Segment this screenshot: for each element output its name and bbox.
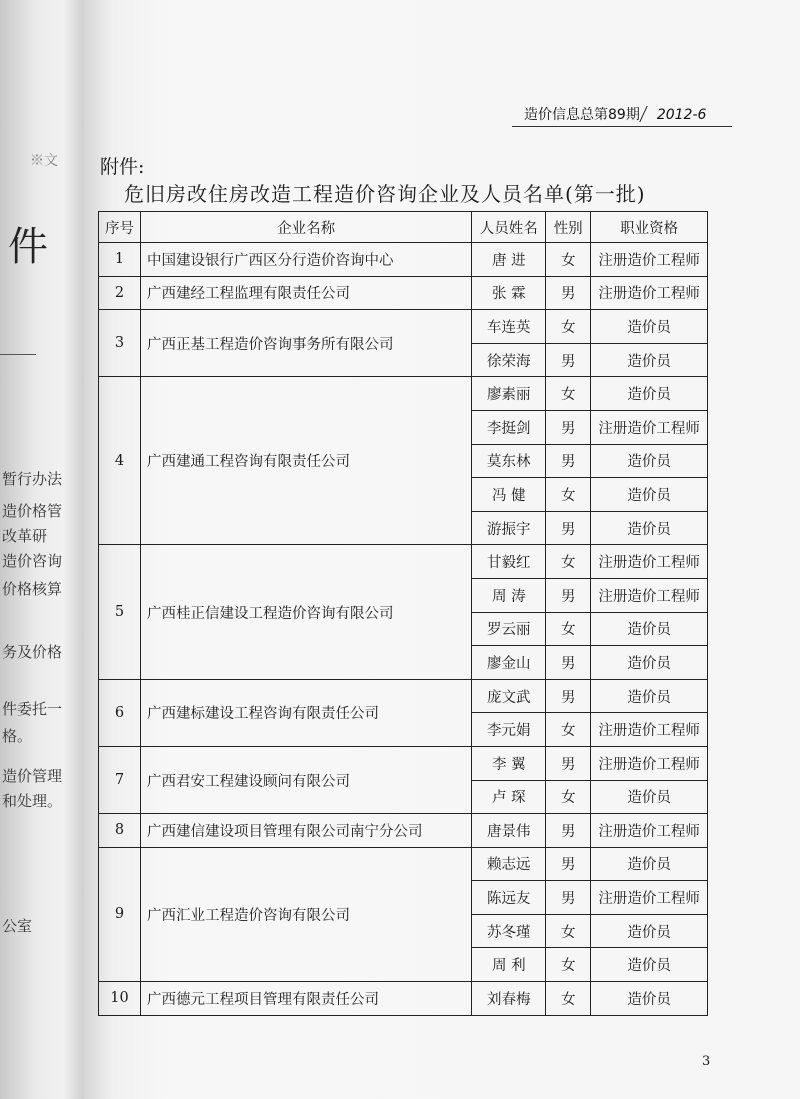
person-qualification: 造价员 [591,914,708,948]
person-gender: 男 [546,814,591,848]
table-body [99,243,708,1016]
company-number: 4 [99,377,141,545]
previous-page-spine [0,0,84,1099]
person-qualification: 造价员 [591,646,708,680]
person-name: 刘春梅 [472,982,546,1016]
company-name: 广西建经工程监理有限责任公司 [140,276,471,310]
company-number: 8 [99,814,141,848]
person-name: 周 涛 [472,578,546,612]
person-gender: 男 [546,881,591,915]
person-qualification: 造价员 [591,511,708,545]
person-name: 李 翼 [472,746,546,780]
person-name: 徐荣海 [472,343,546,377]
company-name: 广西建信建设项目管理有限公司南宁分公司 [140,814,471,848]
person-gender: 男 [546,511,591,545]
spine-top-text: ※文 [30,153,58,169]
person-name: 莫东林 [472,444,546,478]
person-name: 庞文武 [472,679,546,713]
company-number: 5 [99,545,141,679]
person-gender: 女 [546,713,591,747]
person-name: 陈远友 [472,881,546,915]
person-gender: 男 [546,410,591,444]
person-name: 周 利 [472,948,546,982]
company-name: 广西汇业工程造价咨询有限公司 [140,847,471,981]
person-name: 罗云丽 [472,612,546,646]
company-name: 广西君安工程建设顾问有限公司 [140,746,471,813]
spine-line: 造价格管 [2,502,63,520]
company-number: 7 [99,746,141,813]
person-gender: 男 [546,746,591,780]
company-name: 中国建设银行广西区分行造价咨询中心 [140,243,471,277]
person-qualification: 造价员 [591,343,708,377]
issue-year: 2012-6 [656,107,707,123]
person-qualification: 造价员 [591,948,708,982]
person-name: 唐景伟 [472,814,546,848]
table-row [99,545,708,579]
person-name: 李挺剑 [472,410,546,444]
table-row [99,746,708,780]
header-gender: 性别 [546,212,591,243]
table-row [99,982,708,1016]
person-gender: 女 [546,612,591,646]
spine-line: 和处理。 [2,792,63,810]
person-qualification: 造价员 [591,612,708,646]
header-rule [512,126,732,127]
company-number: 10 [99,982,141,1016]
document-title: 危旧房改住房改造工程造价咨询企业及人员名单(第一批) [124,182,646,206]
person-name: 赖志远 [472,847,546,881]
attachment-label: 附件: [100,156,145,178]
person-gender: 男 [546,847,591,881]
page-number: 3 [702,1054,711,1069]
person-gender: 女 [546,914,591,948]
person-qualification: 注册造价工程师 [591,746,708,780]
person-gender: 男 [546,578,591,612]
person-name: 卢 琛 [472,780,546,814]
spine-line: 改革研 [2,527,48,545]
spine-line: 造价咨询 [2,552,63,570]
person-qualification: 注册造价工程师 [591,243,708,277]
spine-heading-char: 件 [8,224,48,270]
person-qualification: 造价员 [591,377,708,411]
person-gender: 女 [546,377,591,411]
person-qualification: 造价员 [591,679,708,713]
company-number: 3 [99,310,141,377]
person-name: 甘毅红 [472,545,546,579]
person-qualification: 注册造价工程师 [591,713,708,747]
person-gender: 男 [546,343,591,377]
person-name: 游振宇 [472,511,546,545]
company-name: 广西建通工程咨询有限责任公司 [140,377,471,545]
company-name: 广西德元工程项目管理有限责任公司 [140,982,471,1016]
person-qualification: 造价员 [591,310,708,344]
table-row [99,847,708,881]
company-number: 6 [99,679,141,746]
person-gender: 女 [546,478,591,512]
header-slash [639,106,657,122]
person-qualification: 造价员 [591,982,708,1016]
person-qualification: 注册造价工程师 [591,578,708,612]
person-name: 苏冬瑾 [472,914,546,948]
spine-divider [0,354,36,355]
person-name: 李元娟 [472,713,546,747]
person-qualification: 注册造价工程师 [591,276,708,310]
person-qualification: 注册造价工程师 [591,410,708,444]
person-name: 冯 健 [472,478,546,512]
table-row [99,310,708,344]
header-person: 人员姓名 [472,212,546,243]
person-gender: 男 [546,444,591,478]
person-gender: 女 [546,948,591,982]
spine-line: 务及价格 [2,643,63,661]
header-company: 企业名称 [140,212,471,243]
table-header-row [99,212,708,243]
company-name: 广西桂正信建设工程造价咨询有限公司 [140,545,471,679]
table-row [99,814,708,848]
person-qualification: 造价员 [591,780,708,814]
person-gender: 女 [546,545,591,579]
company-number: 9 [99,847,141,981]
header-no: 序号 [99,212,141,243]
table-row [99,377,708,411]
person-gender: 女 [546,780,591,814]
company-number: 2 [99,276,141,310]
header-qualification: 职业资格 [591,212,708,243]
person-name: 唐 进 [472,243,546,277]
person-gender: 男 [546,646,591,680]
spine-line: 造价管理 [2,767,63,785]
person-qualification: 造价员 [591,847,708,881]
company-name: 广西正基工程造价咨询事务所有限公司 [140,310,471,377]
spine-line: 公室 [2,917,33,935]
person-qualification: 注册造价工程师 [591,545,708,579]
person-gender: 女 [546,982,591,1016]
person-qualification: 造价员 [591,478,708,512]
person-gender: 男 [546,276,591,310]
spine-line: 件委托一 [2,700,63,718]
person-qualification: 注册造价工程师 [591,814,708,848]
person-qualification: 造价员 [591,444,708,478]
spine-line: 价格核算 [2,580,63,598]
person-name: 廖素丽 [472,377,546,411]
company-name: 广西建标建设工程咨询有限责任公司 [140,679,471,746]
document-page [84,0,800,1099]
spine-line: 格。 [2,727,33,745]
table-row [99,243,708,277]
company-personnel-table [98,211,708,1016]
table-row [99,679,708,713]
spine-line: 暂行办法 [2,470,63,488]
company-number: 1 [99,243,141,277]
person-gender: 女 [546,243,591,277]
issue-label: 造价信息总第89期 [524,107,640,123]
person-name: 张 霖 [472,276,546,310]
person-qualification: 注册造价工程师 [591,881,708,915]
issue-header [524,104,706,124]
person-name: 廖金山 [472,646,546,680]
person-name: 车连英 [472,310,546,344]
person-gender: 男 [546,679,591,713]
person-gender: 女 [546,310,591,344]
table-row [99,276,708,310]
